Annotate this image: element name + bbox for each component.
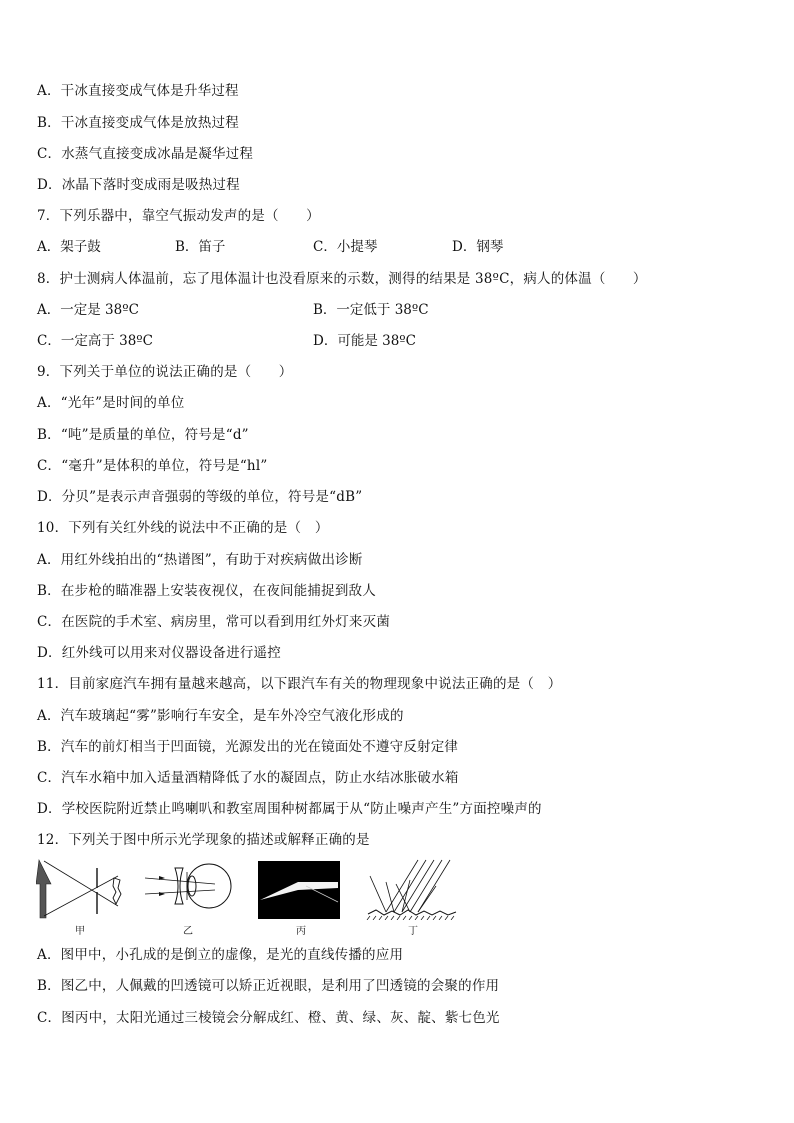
q11-option-d: D．学校医院附近禁止鸣喇叭和教室周围种树都属于从“防止噪声产生”方面控噪声的 xyxy=(37,801,542,817)
q11-option-c: C．汽车水箱中加入适量酒精降低了水的凝固点，防止水结冰胀破水箱 xyxy=(37,770,459,786)
rough-surface xyxy=(368,910,456,915)
incident-ray xyxy=(418,860,450,912)
q6-option-b: B．干冰直接变成气体是放热过程 xyxy=(37,115,239,131)
incident-ray xyxy=(386,860,418,912)
candle-arrow-icon xyxy=(36,860,51,918)
q9-option-b: B．“吨”是质量的单位，符号是“d” xyxy=(37,427,249,443)
caption-bing: 丙 xyxy=(296,926,306,937)
q9-option-c: C．“毫升”是体积的单位，符号是“hl” xyxy=(37,458,268,474)
q8-option-b: B．一定低于 38ºC xyxy=(313,302,429,318)
q10-stem: 10．下列有关红外线的说法中不正确的是（ ） xyxy=(37,520,329,536)
q6-option-d: D．冰晶下落时变成雨是吸热过程 xyxy=(37,177,240,193)
q10-option-d: D．红外线可以用来对仪器设备进行遥控 xyxy=(37,645,281,661)
q7-option-b: B．笛子 xyxy=(175,239,226,255)
figure-bing-prism xyxy=(258,858,342,920)
inverted-image-icon xyxy=(113,878,121,904)
dark-background xyxy=(258,861,340,919)
incident-ray xyxy=(402,860,434,912)
q8-option-a: A．一定是 38ºC xyxy=(37,302,139,318)
q10-option-a: A．用红外线拍出的“热谱图”，有助于对疾病做出诊断 xyxy=(37,552,363,568)
reflected-ray xyxy=(418,886,436,912)
q8-stem: 8．护士测病人体温前，忘了甩体温计也没看原来的示数，测得的结果是 38ºC，病人的体温（ ） xyxy=(37,271,647,287)
q7-option-d: D．钢琴 xyxy=(452,239,504,255)
q8-option-c: C．一定高于 38ºC xyxy=(37,333,153,349)
caption-yi: 乙 xyxy=(183,926,193,937)
q12-option-c: C．图丙中，太阳光通过三棱镜会分解成红、橙、黄、绿、灰、靛、紫七色光 xyxy=(37,1010,500,1026)
reflected-ray xyxy=(370,876,386,912)
q7-option-c: C．小提琴 xyxy=(313,239,378,255)
surface-hatching xyxy=(367,916,454,920)
q12-stem: 12．下列关于图中所示光学现象的描述或解释正确的是 xyxy=(37,832,370,848)
figure-ding-reflection xyxy=(366,858,461,920)
eyeball-icon xyxy=(187,864,231,908)
q11-option-a: A．汽车玻璃起“雾”影响行车安全，是车外冷空气液化形成的 xyxy=(37,708,404,724)
figure-jia-pinhole xyxy=(36,858,126,920)
q6-option-a: A．干冰直接变成气体是升华过程 xyxy=(37,83,239,99)
q11-option-b: B．汽车的前灯相当于凹面镜，光源发出的光在镜面处不遵守反射定律 xyxy=(37,739,459,755)
ray-line xyxy=(44,861,118,906)
caption-jia: 甲 xyxy=(75,926,85,937)
ray-line xyxy=(44,876,118,916)
q8-option-d: D．可能是 38ºC xyxy=(313,333,416,349)
incident-ray xyxy=(394,860,426,912)
incident-ray xyxy=(410,860,442,912)
q9-option-d: D．分贝”是表示声音强弱的等级的单位，符号是“dB” xyxy=(37,489,363,505)
concave-lens-icon xyxy=(175,868,183,904)
q7-stem: 7．下列乐器中，靠空气振动发声的是（ ） xyxy=(37,208,320,224)
q11-stem: 11．目前家庭汽车拥有量越来越高，以下跟汽车有关的物理现象中说法正确的是（ ） xyxy=(37,676,562,692)
q6-option-c: C．水蒸气直接变成冰晶是凝华过程 xyxy=(37,146,254,162)
q9-stem: 9．下列关于单位的说法正确的是（ ） xyxy=(37,364,293,380)
q10-option-c: C．在医院的手术室、病房里，常可以看到用红外灯来灭菌 xyxy=(37,614,391,630)
reflected-ray xyxy=(386,882,394,912)
q9-option-a: A．“光年”是时间的单位 xyxy=(37,395,185,411)
q7-option-a: A．架子鼓 xyxy=(37,239,101,255)
q12-option-a: A．图甲中，小孔成的是倒立的虚像，是光的直线传播的应用 xyxy=(37,947,404,963)
q10-option-b: B．在步枪的瞄准器上安装夜视仪，在夜间能捕捉到敌人 xyxy=(37,583,376,599)
figure-yi-eye xyxy=(145,858,235,920)
eye-lens-icon xyxy=(188,876,196,896)
q12-option-b: B．图乙中，人佩戴的凹透镜可以矫正近视眼，是利用了凹透镜的会聚的作用 xyxy=(37,978,500,994)
caption-ding: 丁 xyxy=(408,926,418,937)
